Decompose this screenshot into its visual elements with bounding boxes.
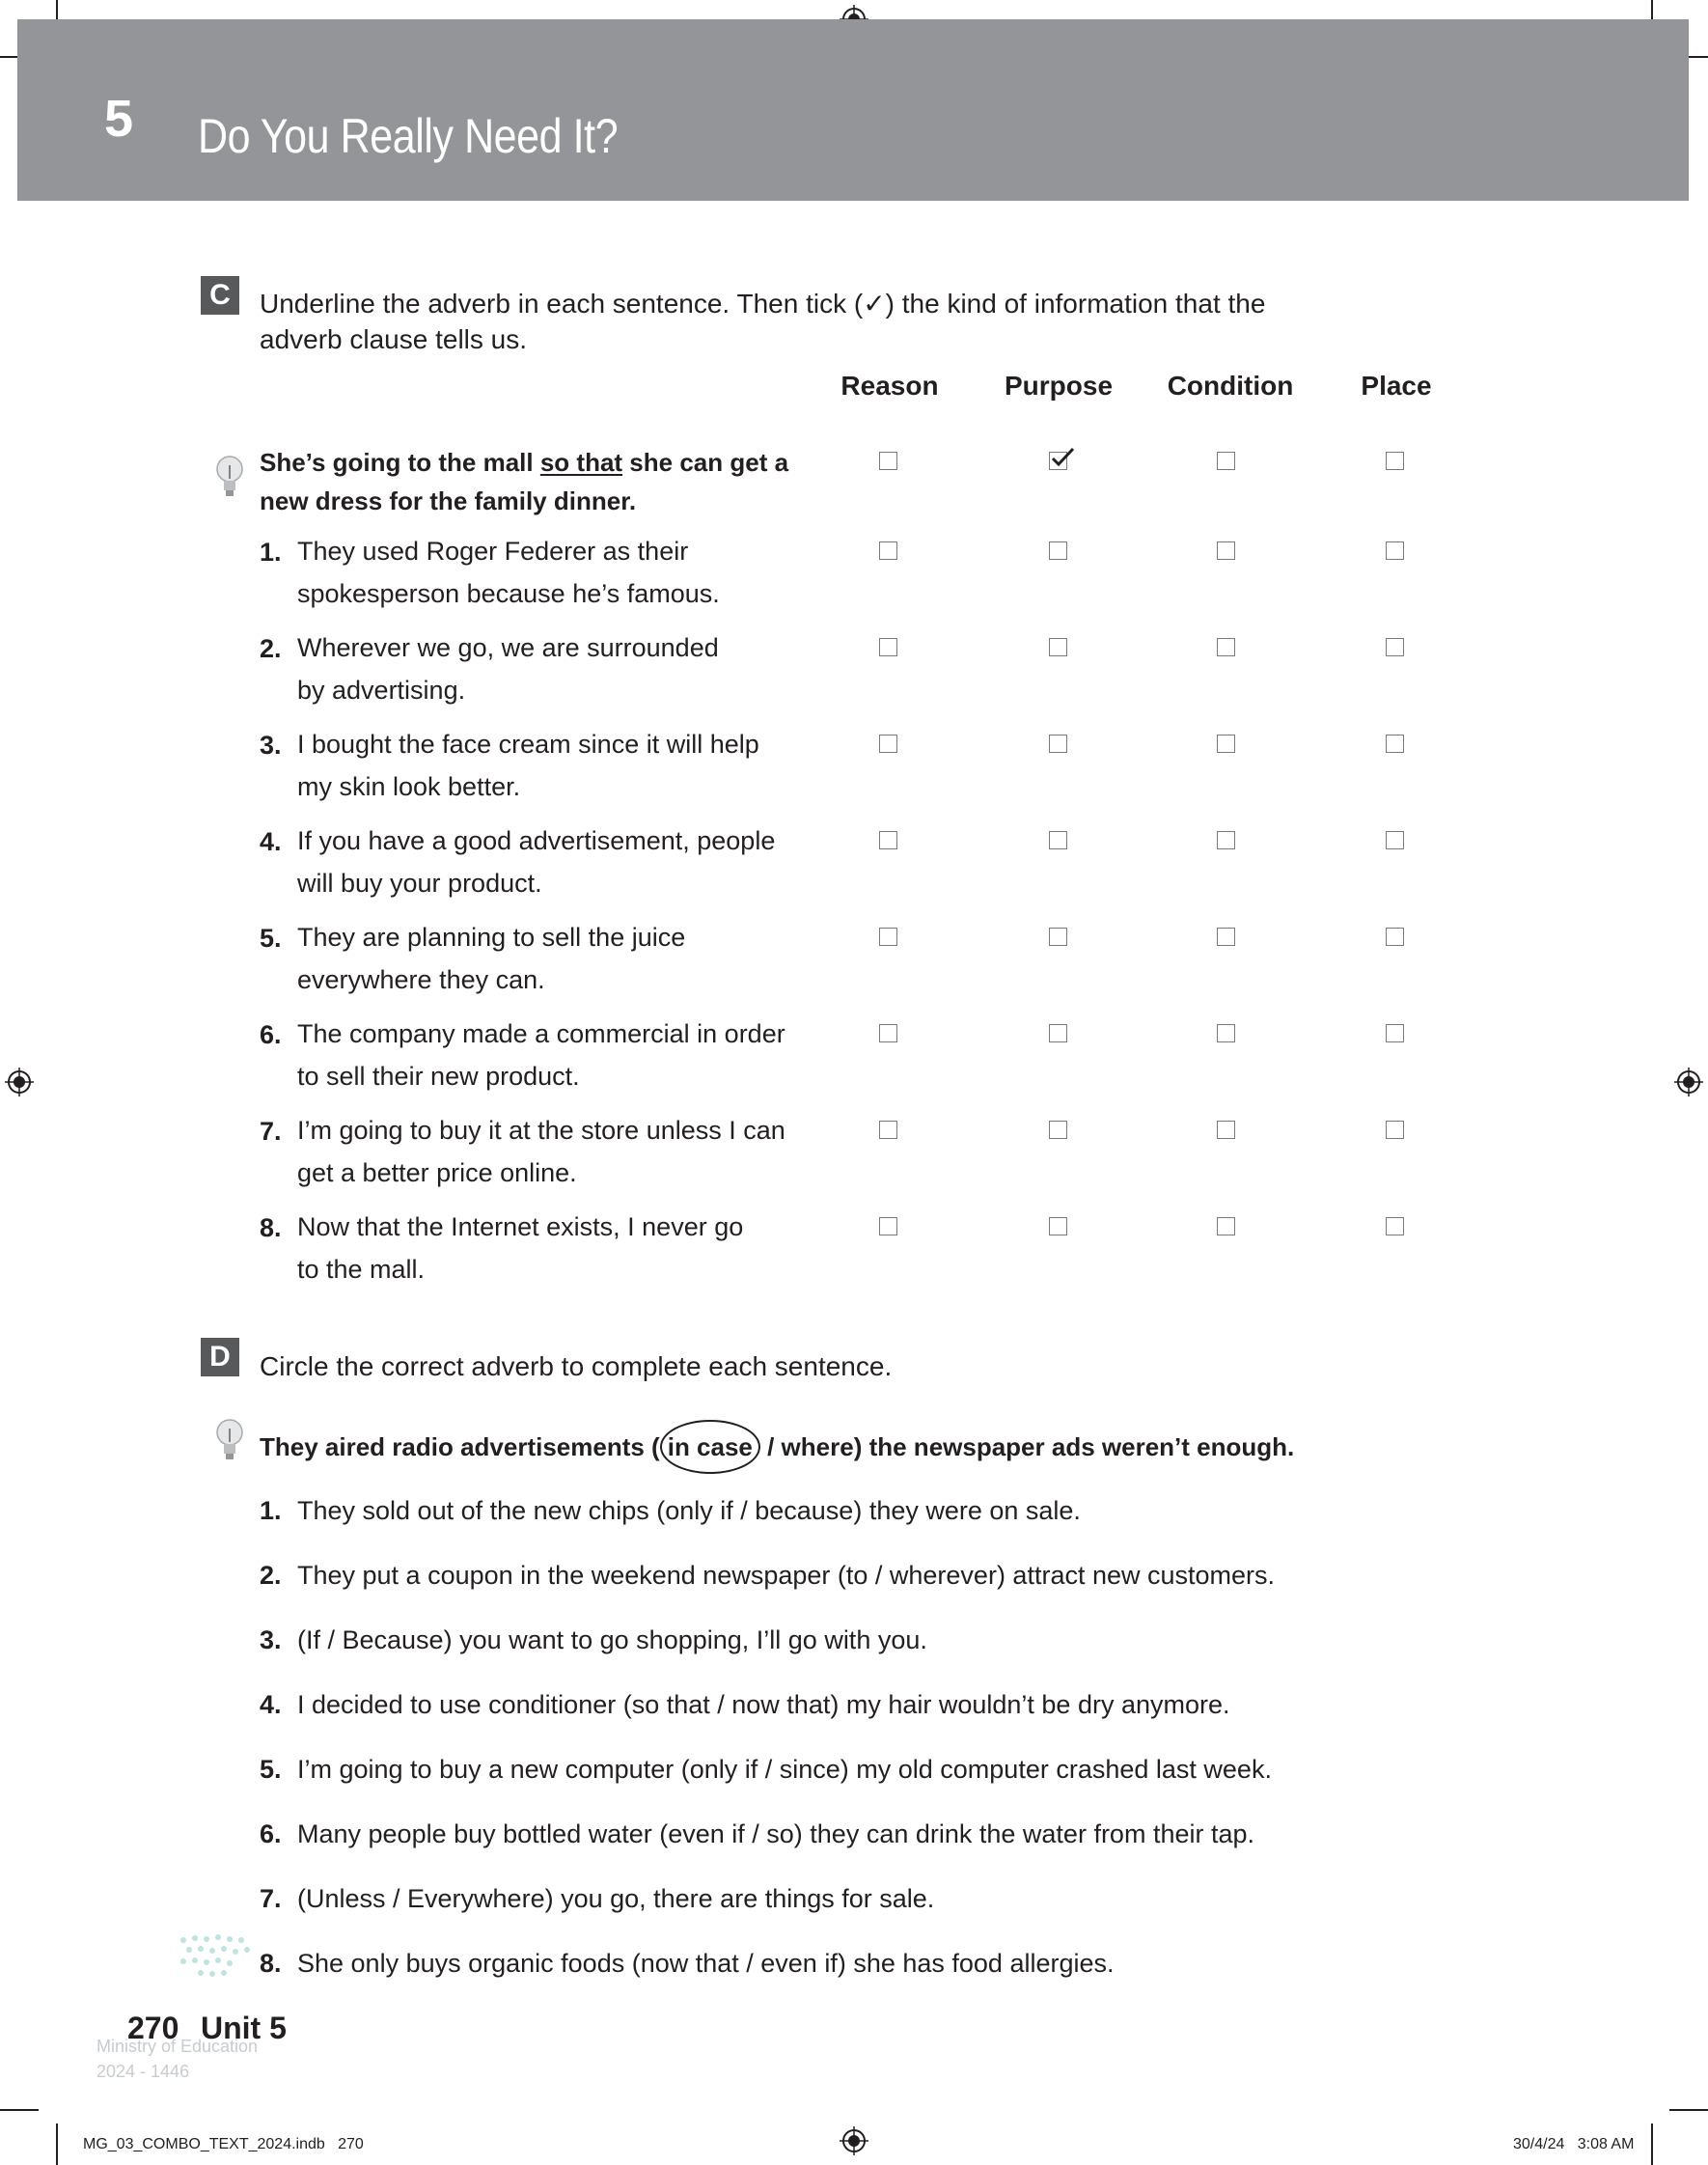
- item-sentence: They sold out of the new chips (only if / because) they were on sale.: [297, 1496, 1081, 1525]
- watermark-text: Ministry of Education: [96, 2037, 259, 2056]
- item-sentence: [297, 1109, 785, 1194]
- item-sentence: Many people buy bottled water (even if / so) they can drink the water from their tap.: [297, 1819, 1254, 1848]
- checkbox-place[interactable]: [1386, 452, 1404, 470]
- checkbox-purpose[interactable]: [1049, 638, 1067, 656]
- example-sentence: [260, 443, 788, 520]
- crop-mark: [0, 2109, 39, 2111]
- checkbox-reason[interactable]: [879, 928, 897, 946]
- example-text: / where) the newspaper ads weren’t enough.: [759, 1432, 1295, 1461]
- column-header-purpose: Purpose: [1004, 371, 1114, 401]
- unit-number: 5: [104, 90, 134, 148]
- sentence-line: The company made a commercial in order: [297, 1019, 785, 1048]
- checkbox-condition[interactable]: [1217, 638, 1235, 656]
- checkbox-condition[interactable]: [1217, 1217, 1235, 1235]
- checkbox-place[interactable]: [1386, 928, 1404, 946]
- underlined-adverb: so that: [539, 448, 623, 477]
- instruction-line: adverb clause tells us.: [260, 324, 528, 354]
- item-sentence: [297, 819, 775, 904]
- sentence-line: will buy your product.: [297, 869, 542, 898]
- item-sentence: (Unless / Everywhere) you go, there are things for sale.: [297, 1884, 935, 1913]
- checkbox-place[interactable]: [1386, 638, 1404, 656]
- checkbox-condition[interactable]: [1217, 452, 1235, 470]
- item-number: 1.: [260, 538, 282, 567]
- ministry-logo: [174, 1930, 347, 1988]
- sentence-line: They used Roger Federer as their: [297, 537, 689, 566]
- item-sentence: [297, 1206, 743, 1291]
- sentence-line: my skin look better.: [297, 772, 521, 801]
- section-c-badge: C: [201, 276, 239, 315]
- unit-label: Unit 5: [201, 2011, 287, 2045]
- sentence-line: Wherever we go, we are surrounded: [297, 633, 719, 662]
- item-sentence: She only buys organic foods (now that / even if) she has food allergies.: [297, 1949, 1115, 1978]
- page-number: 270: [127, 2011, 179, 2045]
- circled-adverb: in case: [660, 1420, 760, 1474]
- example-text: she can get a: [622, 448, 789, 477]
- checkbox-purpose[interactable]: [1049, 1217, 1067, 1235]
- registration-mark-icon: [5, 1068, 34, 1096]
- example-sentence-d: [260, 1428, 1294, 1466]
- checkbox-reason[interactable]: [879, 638, 897, 656]
- crop-mark: [1651, 2123, 1653, 2165]
- checkmark-icon: [1050, 447, 1075, 468]
- column-header-reason: Reason: [840, 371, 939, 401]
- item-number: 7.: [260, 1117, 282, 1146]
- checkbox-place[interactable]: [1386, 541, 1404, 560]
- section-d-badge: D: [201, 1338, 239, 1376]
- item-number: 1.: [260, 1496, 282, 1525]
- sentence-line: everywhere they can.: [297, 965, 545, 994]
- checkbox-condition[interactable]: [1217, 928, 1235, 946]
- checkbox-condition[interactable]: [1217, 831, 1235, 849]
- item-number: 4.: [260, 1690, 282, 1719]
- item-number: 6.: [260, 1819, 282, 1848]
- checkbox-reason[interactable]: [879, 541, 897, 560]
- checkbox-purpose[interactable]: [1049, 928, 1067, 946]
- item-sentence: I decided to use conditioner (so that / now that) my hair wouldn’t be dry anymore.: [297, 1690, 1230, 1719]
- checkbox-purpose[interactable]: [1049, 831, 1067, 849]
- item-number: 6.: [260, 1020, 282, 1049]
- crop-mark: [56, 2123, 58, 2165]
- item-sentence: [297, 1013, 785, 1097]
- item-sentence: [297, 916, 685, 1001]
- item-number: 8.: [260, 1213, 282, 1242]
- watermark-text: 2024 - 1446: [96, 2062, 190, 2081]
- sentence-line: Now that the Internet exists, I never go: [297, 1212, 744, 1241]
- sentence-line: I bought the face cream since it will help: [297, 730, 759, 759]
- slug-timestamp: 30/4/24 3:08 AM: [1513, 2136, 1635, 2152]
- item-number: 5.: [260, 924, 282, 953]
- example-text: She’s going to the mall: [260, 448, 540, 477]
- page-title: Do You Really Need It?: [198, 109, 619, 163]
- lightbulb-icon: [213, 454, 246, 500]
- example-text: new dress for the family dinner.: [260, 486, 637, 515]
- sentence-line: by advertising.: [297, 676, 466, 705]
- checkbox-condition[interactable]: [1217, 1121, 1235, 1139]
- registration-mark-icon: [840, 2126, 868, 2155]
- checkbox-reason[interactable]: [879, 1121, 897, 1139]
- lightbulb-icon: [213, 1417, 246, 1463]
- checkbox-purpose[interactable]: [1049, 1024, 1067, 1042]
- item-number: 3.: [260, 731, 282, 760]
- section-c-instruction: [260, 286, 1265, 357]
- checkbox-condition[interactable]: [1217, 1024, 1235, 1042]
- checkbox-place[interactable]: [1386, 1121, 1404, 1139]
- sentence-line: to sell their new product.: [297, 1062, 580, 1091]
- item-number: 5.: [260, 1755, 282, 1784]
- sentence-line: get a better price online.: [297, 1158, 577, 1187]
- item-number: 7.: [260, 1884, 282, 1913]
- column-header-condition: Condition: [1167, 371, 1294, 401]
- checkbox-purpose[interactable]: [1049, 1121, 1067, 1139]
- item-sentence: I’m going to buy a new computer (only if / since) my old computer crashed last week.: [297, 1755, 1272, 1784]
- checkbox-place[interactable]: [1386, 1024, 1404, 1042]
- crop-mark: [1669, 2109, 1708, 2111]
- instruction-line: Underline the adverb in each sentence. Then tick (✓) the kind of information that the: [260, 289, 1266, 319]
- checkbox-purpose-checked[interactable]: [1049, 452, 1067, 470]
- item-sentence: They put a coupon in the weekend newspaper (to / wherever) attract new customers.: [297, 1561, 1276, 1590]
- item-sentence: [297, 723, 759, 808]
- sentence-line: spokesperson because he’s famous.: [297, 579, 720, 608]
- item-number: 8.: [260, 1949, 282, 1978]
- checkbox-reason[interactable]: [879, 1024, 897, 1042]
- checkbox-condition[interactable]: [1217, 541, 1235, 560]
- sentence-line: They are planning to sell the juice: [297, 923, 686, 952]
- checkbox-reason[interactable]: [879, 735, 897, 753]
- example-text: They aired radio advertisements (: [260, 1432, 660, 1461]
- item-number: 2.: [260, 1561, 282, 1590]
- checkbox-purpose[interactable]: [1049, 541, 1067, 560]
- sentence-line: If you have a good advertisement, people: [297, 826, 776, 855]
- checkbox-condition[interactable]: [1217, 735, 1235, 753]
- item-sentence: [297, 626, 719, 711]
- slug-filename: MG_03_COMBO_TEXT_2024.indb 270: [83, 2136, 364, 2152]
- checkbox-reason[interactable]: [879, 1217, 897, 1235]
- column-header-place: Place: [1361, 371, 1432, 401]
- item-number: 2.: [260, 634, 282, 663]
- checkbox-place[interactable]: [1386, 831, 1404, 849]
- item-number: 4.: [260, 827, 282, 856]
- checkbox-place[interactable]: [1386, 1217, 1404, 1235]
- checkbox-place[interactable]: [1386, 735, 1404, 753]
- checkbox-reason[interactable]: [879, 452, 897, 470]
- item-sentence: (If / Because) you want to go shopping, I’ll go with you.: [297, 1625, 927, 1654]
- registration-mark-icon: [1674, 1068, 1703, 1096]
- checkbox-purpose[interactable]: [1049, 735, 1067, 753]
- sentence-line: to the mall.: [297, 1255, 426, 1284]
- sentence-line: I’m going to buy it at the store unless I can: [297, 1116, 785, 1145]
- section-d-instruction: Circle the correct adverb to complete each sentence.: [260, 1351, 893, 1381]
- item-sentence: [297, 530, 720, 615]
- item-number: 3.: [260, 1625, 282, 1654]
- checkbox-reason[interactable]: [879, 831, 897, 849]
